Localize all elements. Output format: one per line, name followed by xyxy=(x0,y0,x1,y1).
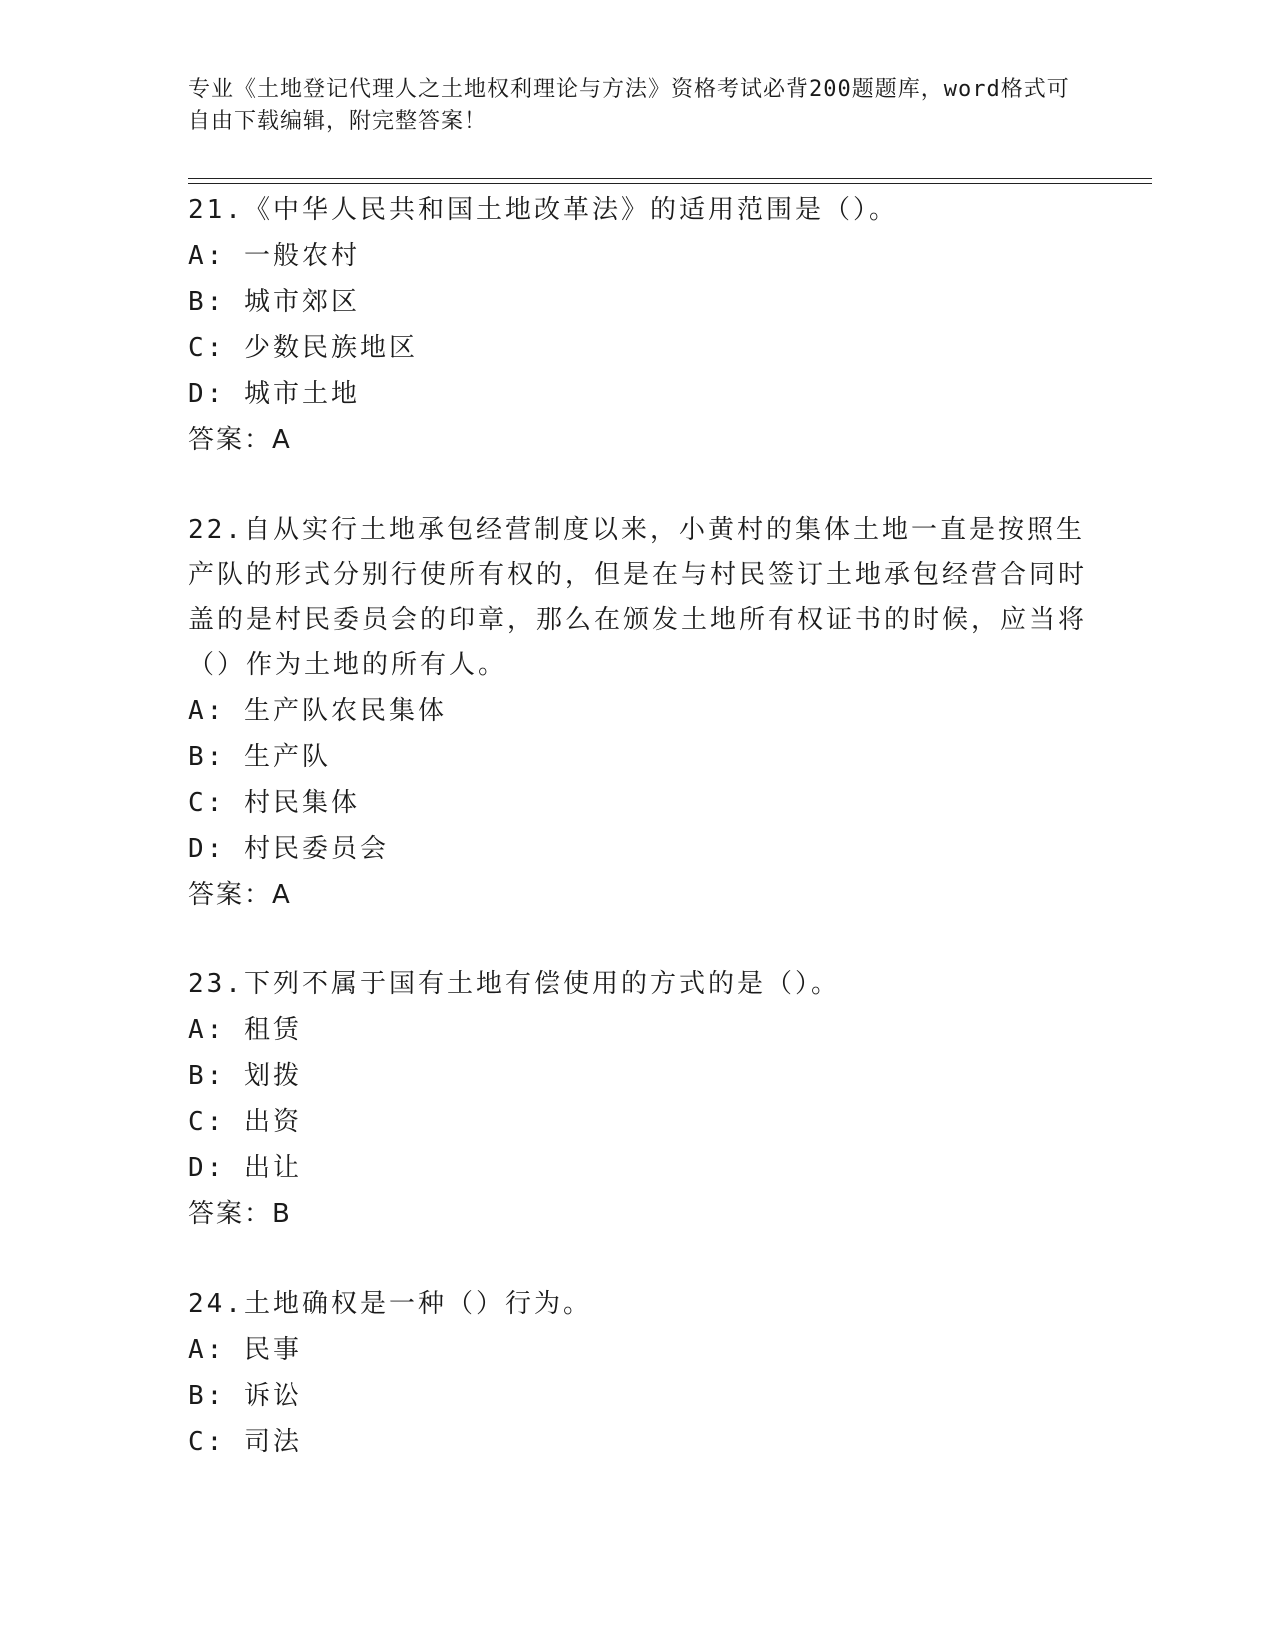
option-d: D: 出让 xyxy=(188,1153,302,1183)
question-stem: 24.土地确权是一种（）行为。 xyxy=(188,1289,592,1319)
answer: 答案：A xyxy=(188,425,292,455)
option-c: C: 出资 xyxy=(188,1107,302,1137)
question-23 xyxy=(188,962,1088,1237)
answer: 答案：A xyxy=(188,880,292,910)
option-a: A: 一般农村 xyxy=(188,241,360,271)
option-a: A: 民事 xyxy=(188,1335,302,1365)
question-stem: 21.《中华人民共和国土地改革法》的适用范围是（）。 xyxy=(188,195,898,225)
option-d: D: 城市土地 xyxy=(188,379,360,409)
option-a: A: 生产队农民集体 xyxy=(188,696,447,726)
question-21 xyxy=(188,188,1088,463)
option-c: C: 村民集体 xyxy=(188,788,360,818)
question-22 xyxy=(188,508,1088,918)
header-divider-line xyxy=(188,178,1152,179)
option-b: B: 划拨 xyxy=(188,1061,302,1091)
question-stem: 23.下列不属于国有土地有偿使用的方式的是（）。 xyxy=(188,969,840,999)
answer: 答案：B xyxy=(188,1199,292,1229)
option-d: D: 村民委员会 xyxy=(188,834,389,864)
option-a: A: 租赁 xyxy=(188,1015,302,1045)
question-24 xyxy=(188,1282,1088,1465)
option-c: C: 司法 xyxy=(188,1427,302,1457)
question-stem: 22.自从实行土地承包经营制度以来，小黄村的集体土地一直是按照生产队的形式分别行使所有权的，但是在与村民签订土地承包经营合同时盖的是村民委员会的印章，那么在颁发土地所有权证书的时候，应当将（）作为土地的所有人。 xyxy=(188,515,1088,680)
option-b: B: 生产队 xyxy=(188,742,331,772)
option-b: B: 诉讼 xyxy=(188,1381,302,1411)
document-header: 专业《土地登记代理人之土地权利理论与方法》资格考试必背200题题库，word格式可自由下载编辑，附完整答案！ xyxy=(188,77,1070,134)
option-b: B: 城市郊区 xyxy=(188,287,360,317)
header-divider-line-double xyxy=(188,183,1152,184)
option-c: C: 少数民族地区 xyxy=(188,333,418,363)
